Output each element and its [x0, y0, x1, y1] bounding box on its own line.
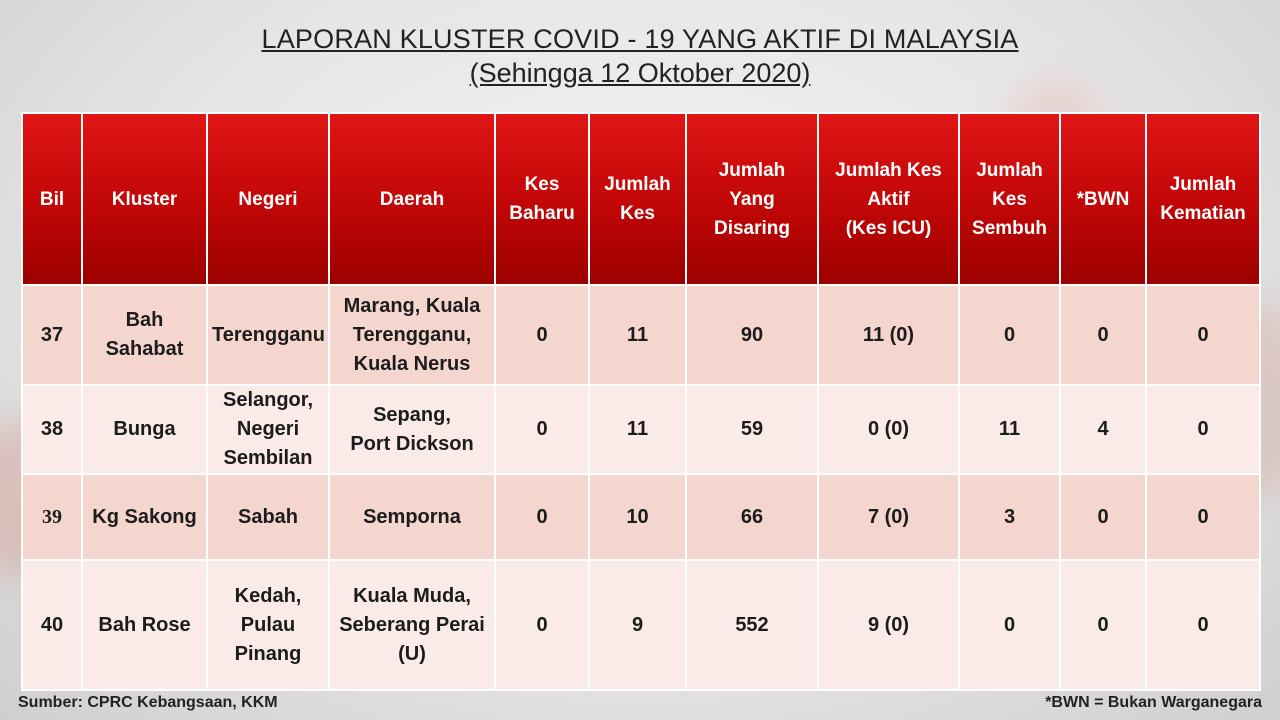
- cell-kes-baharu: 0: [495, 385, 589, 474]
- column-header-kluster: Kluster: [82, 113, 207, 285]
- cell-negeri: Kedah, Pulau Pinang: [207, 560, 329, 690]
- cell-kes-baharu: 0: [495, 560, 589, 690]
- page-subtitle: (Sehingga 12 Oktober 2020): [469, 58, 811, 88]
- cell-bwn: 4: [1060, 385, 1146, 474]
- cell-jumlah-kes: 11: [589, 385, 686, 474]
- cell-kes-aktif: 9 (0): [818, 560, 959, 690]
- cell-daerah: Kuala Muda, Seberang Perai (U): [329, 560, 495, 690]
- page-title: LAPORAN KLUSTER COVID - 19 YANG AKTIF DI MALAYSIA: [261, 24, 1019, 54]
- column-header-daerah: Daerah: [329, 113, 495, 285]
- cell-kluster: Bah Sahabat: [82, 285, 207, 385]
- cluster-table: [21, 112, 1261, 691]
- title-block: [0, 22, 1280, 90]
- cell-negeri: Sabah: [207, 474, 329, 560]
- cell-kes-sembuh: 0: [959, 285, 1060, 385]
- cell-kes-sembuh: 0: [959, 560, 1060, 690]
- cell-jumlah-disaring: 552: [686, 560, 818, 690]
- cell-kes-aktif: 0 (0): [818, 385, 959, 474]
- column-header-kes-aktif: Jumlah Kes Aktif (Kes ICU): [818, 113, 959, 285]
- cell-kes-aktif: 7 (0): [818, 474, 959, 560]
- cell-negeri: Terengganu: [207, 285, 329, 385]
- cell-daerah: Semporna: [329, 474, 495, 560]
- cell-bwn: 0: [1060, 560, 1146, 690]
- bwn-footnote: *BWN = Bukan Warganegara: [1045, 694, 1262, 711]
- cell-jumlah-kes: 10: [589, 474, 686, 560]
- cell-kematian: 0: [1146, 385, 1260, 474]
- cell-jumlah-disaring: 66: [686, 474, 818, 560]
- cell-bil: 40: [22, 560, 82, 690]
- cell-kes-aktif: 11 (0): [818, 285, 959, 385]
- column-header-kes-baharu: Kes Baharu: [495, 113, 589, 285]
- cell-negeri: Selangor, Negeri Sembilan: [207, 385, 329, 474]
- column-header-bwn: *BWN: [1060, 113, 1146, 285]
- column-header-kes-sembuh: Jumlah Kes Sembuh: [959, 113, 1060, 285]
- cell-kematian: 0: [1146, 474, 1260, 560]
- cell-kluster: Bah Rose: [82, 560, 207, 690]
- cell-kes-baharu: 0: [495, 474, 589, 560]
- table-row: [22, 285, 1260, 385]
- cell-bwn: 0: [1060, 285, 1146, 385]
- cell-kes-sembuh: 11: [959, 385, 1060, 474]
- table-row: [22, 560, 1260, 690]
- cell-jumlah-kes: 11: [589, 285, 686, 385]
- source-note: Sumber: CPRC Kebangsaan, KKM: [18, 694, 278, 711]
- cell-jumlah-disaring: 59: [686, 385, 818, 474]
- column-header-jumlah-kes: Jumlah Kes: [589, 113, 686, 285]
- cell-kluster: Bunga: [82, 385, 207, 474]
- table-row: [22, 474, 1260, 560]
- cell-bil: 39: [22, 474, 82, 560]
- cell-jumlah-disaring: 90: [686, 285, 818, 385]
- table-row: [22, 385, 1260, 474]
- cell-kes-baharu: 0: [495, 285, 589, 385]
- cell-bil: 38: [22, 385, 82, 474]
- cell-kluster: Kg Sakong: [82, 474, 207, 560]
- cell-bil: 37: [22, 285, 82, 385]
- cell-daerah: Marang, Kuala Terengganu, Kuala Nerus: [329, 285, 495, 385]
- cell-kes-sembuh: 3: [959, 474, 1060, 560]
- cell-bwn: 0: [1060, 474, 1146, 560]
- cell-daerah: Sepang, Port Dickson: [329, 385, 495, 474]
- cell-kematian: 0: [1146, 560, 1260, 690]
- column-header-kematian: Jumlah Kematian: [1146, 113, 1260, 285]
- column-header-jumlah-disaring: Jumlah Yang Disaring: [686, 113, 818, 285]
- column-header-negeri: Negeri: [207, 113, 329, 285]
- table-header-row: [22, 113, 1260, 285]
- column-header-bil: Bil: [22, 113, 82, 285]
- cell-jumlah-kes: 9: [589, 560, 686, 690]
- cell-kematian: 0: [1146, 285, 1260, 385]
